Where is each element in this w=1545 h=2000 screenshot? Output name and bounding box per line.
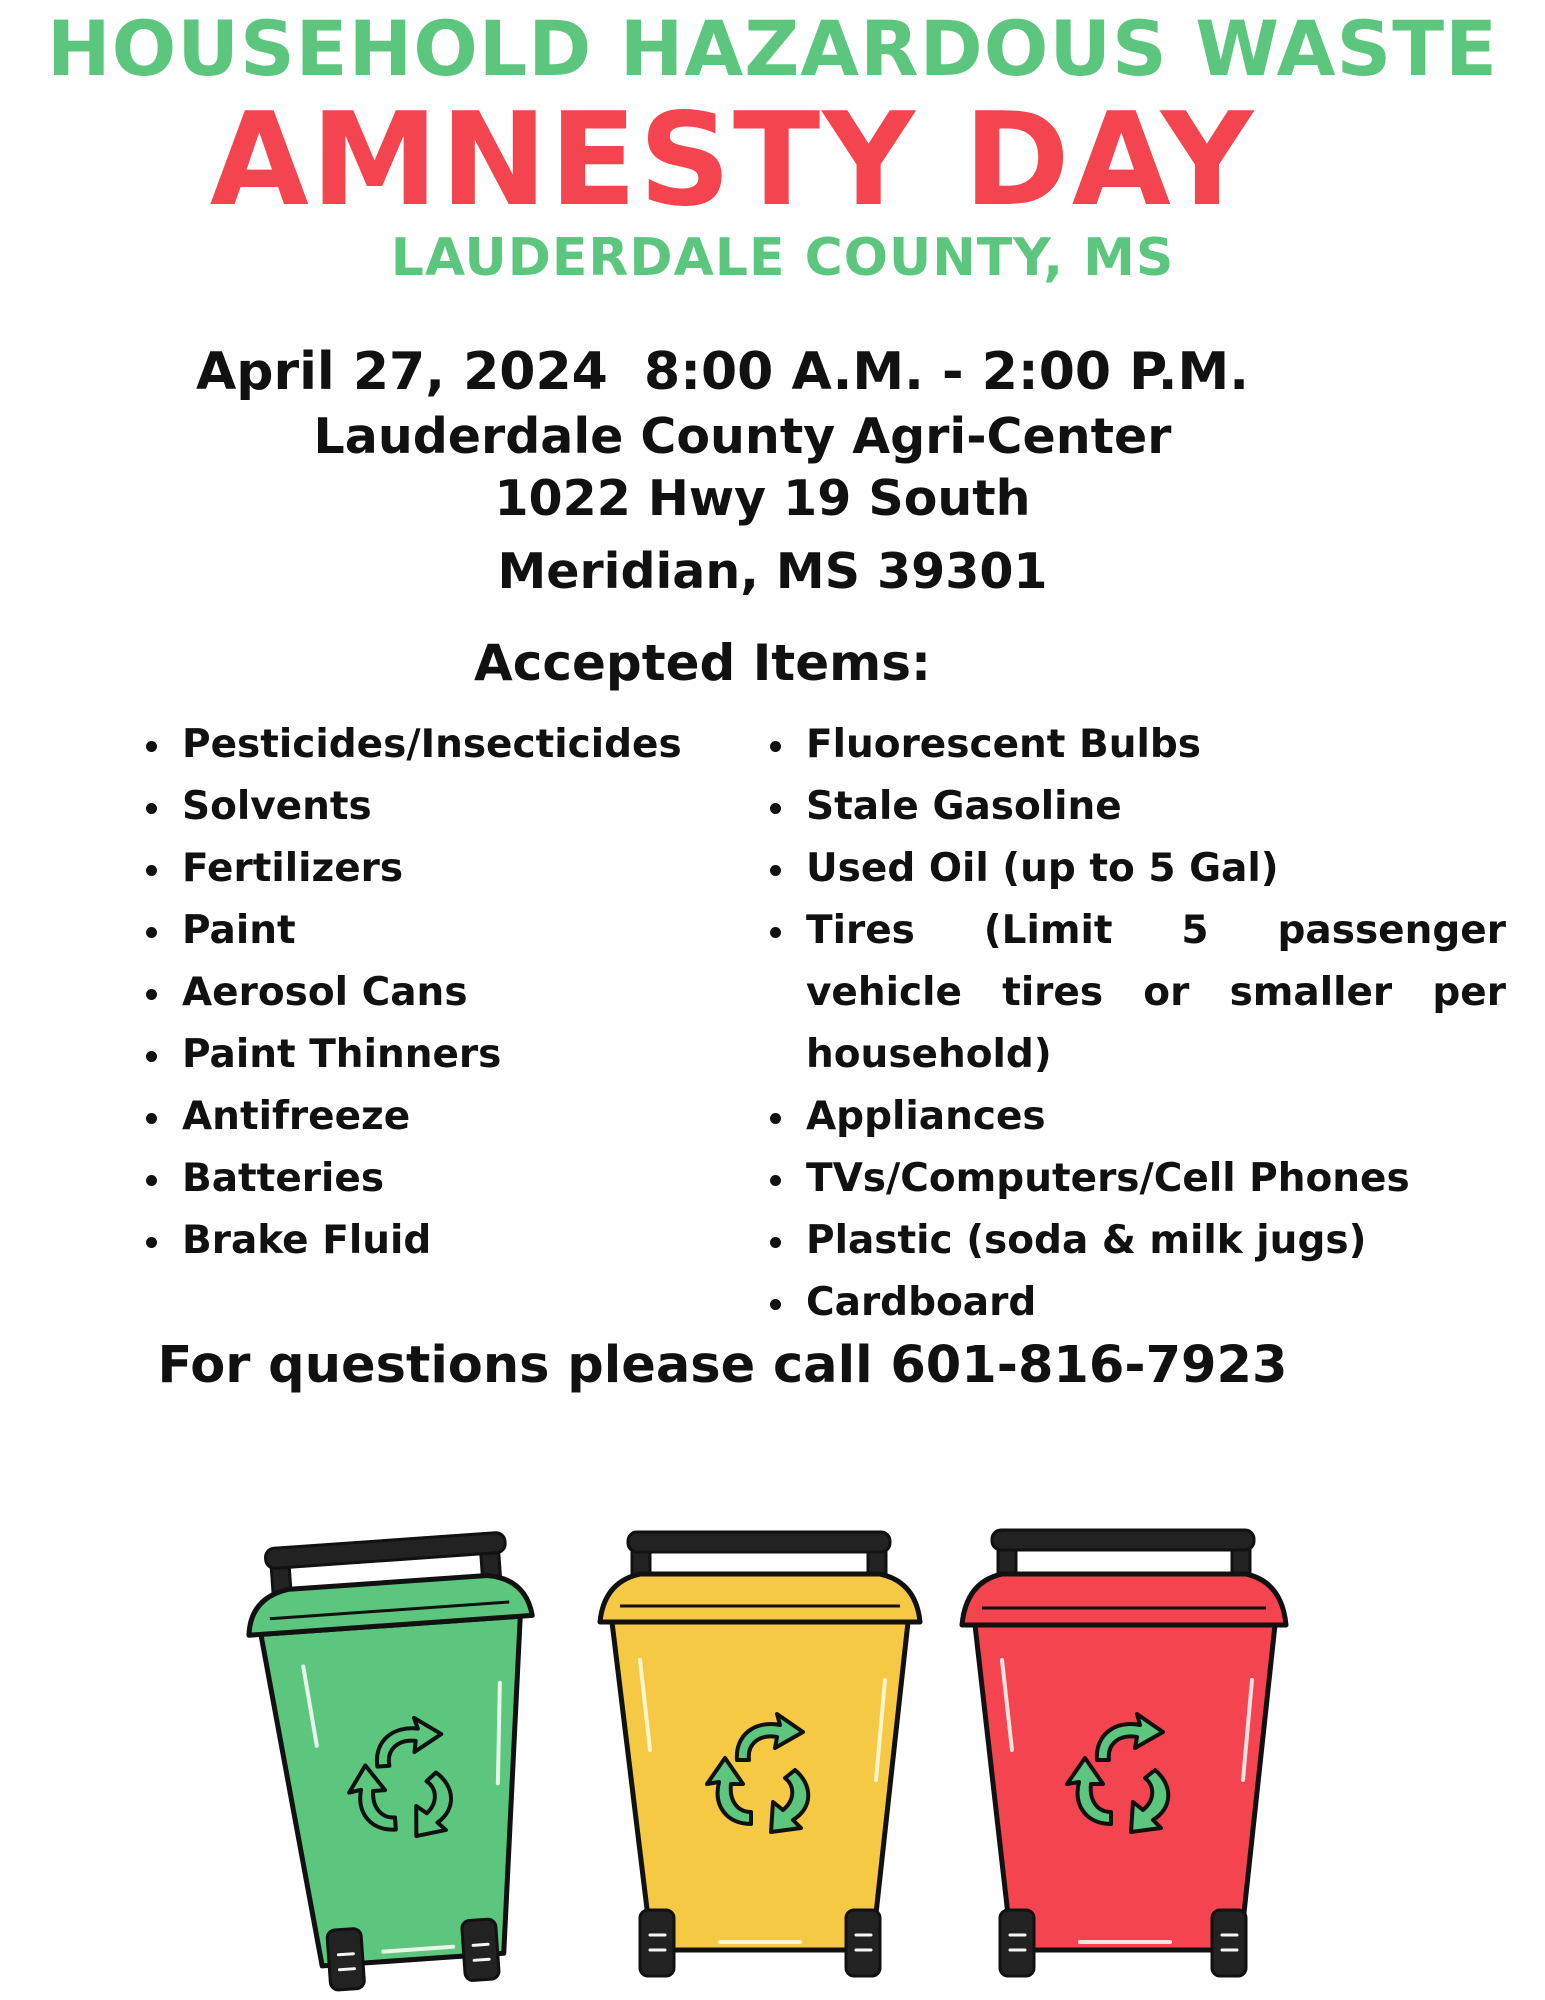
list-item: Cardboard bbox=[766, 1272, 1526, 1334]
list-item: Fertilizers bbox=[142, 838, 722, 900]
list-item: TVs/Computers/Cell Phones bbox=[766, 1148, 1526, 1210]
list-item: Solvents bbox=[142, 776, 722, 838]
list-item: Tires (Limit 5 passenger vehicle tires or smaller per household) bbox=[766, 900, 1506, 1086]
list-item: Pesticides/Insecticides bbox=[142, 714, 722, 776]
list-item: Paint Thinners bbox=[142, 1024, 722, 1086]
list-item: Fluorescent Bulbs bbox=[766, 714, 1526, 776]
event-street-address: 1022 Hwy 19 South bbox=[494, 470, 1031, 527]
accepted-items-left-list bbox=[142, 714, 722, 1272]
list-item: Brake Fluid bbox=[142, 1210, 722, 1272]
list-item: Aerosol Cans bbox=[142, 962, 722, 1024]
list-item: Plastic (soda & milk jugs) bbox=[766, 1210, 1526, 1272]
event-city-address: Meridian, MS 39301 bbox=[497, 543, 1048, 600]
list-item: Used Oil (up to 5 Gal) bbox=[766, 838, 1526, 900]
list-item: Stale Gasoline bbox=[766, 776, 1526, 838]
list-item: Antifreeze bbox=[142, 1086, 722, 1148]
event-venue: Lauderdale County Agri-Center bbox=[313, 408, 1172, 465]
accepted-items-right-list bbox=[766, 714, 1526, 1334]
list-item: Batteries bbox=[142, 1148, 722, 1210]
subtitle-county: LAUDERDALE COUNTY, MS bbox=[390, 228, 1175, 288]
contact-phone-text: For questions please call 601-816-7923 bbox=[157, 1336, 1288, 1395]
yellow-bin-icon bbox=[600, 1532, 920, 1976]
title-household-hazardous-waste: HOUSEHOLD HAZARDOUS WASTE bbox=[47, 4, 1498, 93]
title-amnesty-day: AMNESTY DAY bbox=[209, 86, 1256, 235]
recycling-bins-illustration bbox=[0, 1510, 1545, 2000]
list-item: Appliances bbox=[766, 1086, 1526, 1148]
accepted-items-heading: Accepted Items: bbox=[474, 634, 931, 692]
red-bin-icon bbox=[962, 1530, 1286, 1976]
green-bin-icon bbox=[243, 1531, 557, 1995]
list-item: Paint bbox=[142, 900, 722, 962]
event-date-time: April 27, 2024 8:00 A.M. - 2:00 P.M. bbox=[196, 342, 1249, 402]
